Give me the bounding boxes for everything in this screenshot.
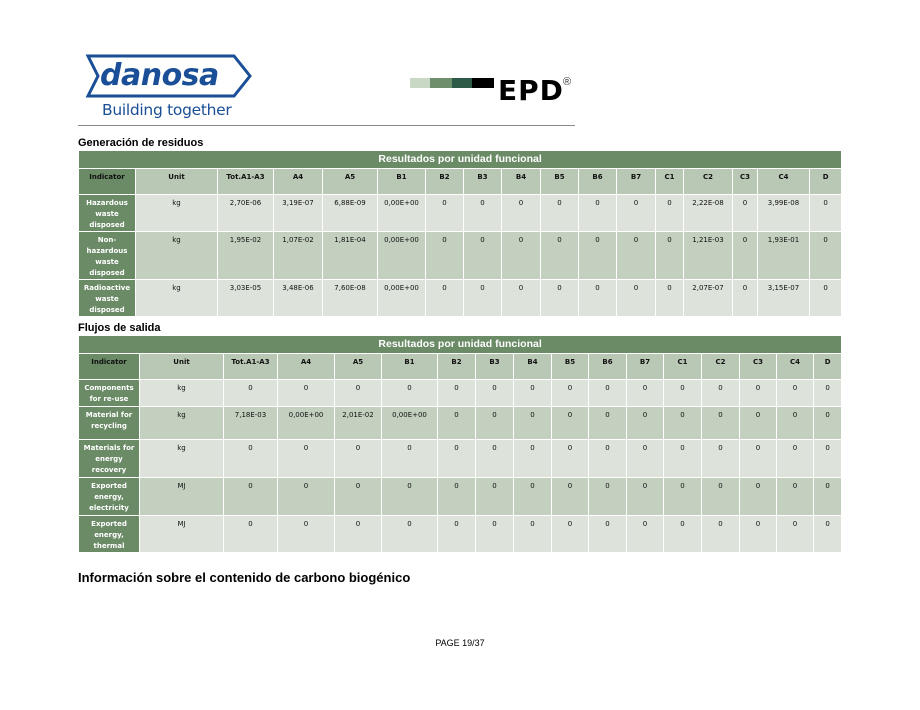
danosa-logo <box>84 52 254 122</box>
value-cell: 0 <box>733 195 758 232</box>
column-header: A4 <box>274 169 323 195</box>
column-header: Tot.A1-A3 <box>224 354 278 380</box>
value-cell: 3,19E-07 <box>274 195 323 232</box>
value-cell: 3,99E-08 <box>758 195 810 232</box>
indicator-cell: Hazardous waste disposed <box>79 195 136 232</box>
value-cell: 0 <box>335 478 382 516</box>
value-cell: 0 <box>617 280 656 317</box>
value-cell: 0 <box>382 440 438 478</box>
indicator-cell: Exported energy, thermal <box>79 516 140 553</box>
column-header: B6 <box>579 169 617 195</box>
value-cell: 0 <box>552 516 589 553</box>
value-cell: 0 <box>740 407 777 440</box>
value-cell: 0 <box>514 407 552 440</box>
logo-wordmark: danosa <box>100 58 219 93</box>
value-cell: 0 <box>777 516 814 553</box>
value-cell: 0 <box>740 478 777 516</box>
value-cell: 0 <box>627 380 664 407</box>
epd-text: EPD <box>498 74 564 107</box>
value-cell: 0 <box>278 478 335 516</box>
value-cell: 0 <box>438 407 476 440</box>
value-cell: 0 <box>464 232 502 280</box>
value-cell: 0 <box>664 380 702 407</box>
value-cell: 2,07E-07 <box>684 280 733 317</box>
column-header: Unit <box>140 354 224 380</box>
column-header: B4 <box>502 169 541 195</box>
indicator-cell: Radioactive waste disposed <box>79 280 136 317</box>
value-cell: 0 <box>224 440 278 478</box>
value-cell: 0 <box>656 280 684 317</box>
value-cell: 0,00E+00 <box>382 407 438 440</box>
value-cell: 0 <box>589 516 627 553</box>
table-row <box>79 516 842 553</box>
value-cell: 0 <box>224 380 278 407</box>
value-cell: 0,00E+00 <box>378 280 426 317</box>
value-cell: 0 <box>278 440 335 478</box>
value-cell: 0 <box>627 478 664 516</box>
epd-bar-3 <box>452 78 472 88</box>
indicator-cell: Exported energy, electricity <box>79 478 140 516</box>
value-cell: 1,07E-02 <box>274 232 323 280</box>
value-cell: 0 <box>664 516 702 553</box>
table-row <box>79 280 842 317</box>
value-cell: 0 <box>627 440 664 478</box>
value-cell: 0 <box>382 478 438 516</box>
value-cell: 0 <box>589 380 627 407</box>
value-cell: 0 <box>382 380 438 407</box>
table-header-row <box>79 169 842 195</box>
value-cell: 0 <box>617 232 656 280</box>
unit-cell: kg <box>136 195 218 232</box>
value-cell: 0 <box>464 280 502 317</box>
value-cell: 0 <box>476 478 514 516</box>
value-cell: 0 <box>426 280 464 317</box>
column-header: C4 <box>758 169 810 195</box>
value-cell: 0 <box>464 195 502 232</box>
unit-cell: kg <box>140 380 224 407</box>
column-header: D <box>814 354 842 380</box>
value-cell: 0 <box>814 478 842 516</box>
value-cell: 0 <box>278 516 335 553</box>
column-header: C1 <box>664 354 702 380</box>
value-cell: 0 <box>740 440 777 478</box>
value-cell: 0 <box>702 516 740 553</box>
column-header: C3 <box>740 354 777 380</box>
value-cell: 0 <box>476 380 514 407</box>
value-cell: 3,48E-06 <box>274 280 323 317</box>
value-cell: 0 <box>438 380 476 407</box>
column-header: B6 <box>589 354 627 380</box>
epd-bar-2 <box>430 78 452 88</box>
value-cell: 0 <box>617 195 656 232</box>
indicator-cell: Non-hazardous waste disposed <box>79 232 136 280</box>
value-cell: 0 <box>777 407 814 440</box>
column-header: B5 <box>552 354 589 380</box>
column-header: A5 <box>335 354 382 380</box>
column-header: B4 <box>514 354 552 380</box>
value-cell: 0 <box>541 195 579 232</box>
table-banner: Resultados por unidad funcional <box>79 336 842 354</box>
column-header: A4 <box>278 354 335 380</box>
column-header: B3 <box>476 354 514 380</box>
table-row <box>79 195 842 232</box>
value-cell: 0 <box>224 516 278 553</box>
value-cell: 0 <box>627 516 664 553</box>
value-cell: 0 <box>777 478 814 516</box>
value-cell: 0 <box>438 440 476 478</box>
value-cell: 0 <box>476 407 514 440</box>
value-cell: 0 <box>777 440 814 478</box>
value-cell: 7,18E-03 <box>224 407 278 440</box>
value-cell: 0 <box>514 380 552 407</box>
value-cell: 0 <box>579 232 617 280</box>
value-cell: 0 <box>814 407 842 440</box>
epd-logo <box>410 72 580 108</box>
value-cell: 0 <box>278 380 335 407</box>
page-number: PAGE 19/37 <box>435 638 485 648</box>
section-title-residuos: Generación de residuos <box>78 137 204 149</box>
value-cell: 0 <box>810 280 842 317</box>
unit-cell: MJ <box>140 516 224 553</box>
value-cell: 0 <box>502 232 541 280</box>
value-cell: 0 <box>438 478 476 516</box>
column-header: B7 <box>617 169 656 195</box>
column-header: B5 <box>541 169 579 195</box>
value-cell: 0,00E+00 <box>378 195 426 232</box>
table-row <box>79 380 842 407</box>
value-cell: 0 <box>702 440 740 478</box>
value-cell: 0 <box>476 440 514 478</box>
value-cell: 0 <box>426 195 464 232</box>
value-cell: 0 <box>733 232 758 280</box>
unit-cell: kg <box>136 232 218 280</box>
value-cell: 0 <box>382 516 438 553</box>
value-cell: 1,21E-03 <box>684 232 733 280</box>
value-cell: 0 <box>664 407 702 440</box>
value-cell: 0 <box>702 380 740 407</box>
table-banner: Resultados por unidad funcional <box>79 151 842 169</box>
section-title-carbono: Información sobre el contenido de carbono biogénico <box>78 570 411 585</box>
value-cell: 0 <box>552 380 589 407</box>
value-cell: 1,93E-01 <box>758 232 810 280</box>
column-header: Indicator <box>79 354 140 380</box>
unit-cell: MJ <box>140 478 224 516</box>
value-cell: 1,81E-04 <box>323 232 378 280</box>
value-cell: 3,03E-05 <box>218 280 274 317</box>
value-cell: 0 <box>224 478 278 516</box>
value-cell: 0 <box>814 516 842 553</box>
value-cell: 0 <box>740 516 777 553</box>
value-cell: 0 <box>656 232 684 280</box>
value-cell: 0 <box>426 232 464 280</box>
value-cell: 0 <box>810 195 842 232</box>
value-cell: 0 <box>814 380 842 407</box>
column-header: B1 <box>382 354 438 380</box>
column-header: Indicator <box>79 169 136 195</box>
column-header: B3 <box>464 169 502 195</box>
value-cell: 0 <box>502 195 541 232</box>
value-cell: 2,22E-08 <box>684 195 733 232</box>
value-cell: 0 <box>438 516 476 553</box>
value-cell: 0 <box>814 440 842 478</box>
table-header-row <box>79 354 842 380</box>
value-cell: 0 <box>656 195 684 232</box>
column-header: B2 <box>426 169 464 195</box>
value-cell: 7,60E-08 <box>323 280 378 317</box>
value-cell: 0 <box>335 380 382 407</box>
value-cell: 0 <box>777 380 814 407</box>
value-cell: 6,88E-09 <box>323 195 378 232</box>
table-row <box>79 232 842 280</box>
header-rule <box>78 125 575 126</box>
value-cell: 0 <box>514 516 552 553</box>
value-cell: 0 <box>740 380 777 407</box>
flujos-table <box>78 335 842 553</box>
table-row <box>79 478 842 516</box>
column-header: C2 <box>702 354 740 380</box>
value-cell: 0 <box>810 232 842 280</box>
indicator-cell: Material for recycling <box>79 407 140 440</box>
column-header: D <box>810 169 842 195</box>
column-header: Unit <box>136 169 218 195</box>
value-cell: 0 <box>733 280 758 317</box>
column-header: C3 <box>733 169 758 195</box>
value-cell: 3,15E-07 <box>758 280 810 317</box>
logo-tagline: Building together <box>102 101 232 119</box>
value-cell: 0,00E+00 <box>378 232 426 280</box>
value-cell: 0 <box>589 478 627 516</box>
value-cell: 0 <box>552 407 589 440</box>
indicator-cell: Components for re-use <box>79 380 140 407</box>
unit-cell: kg <box>140 407 224 440</box>
column-header: Tot.A1-A3 <box>218 169 274 195</box>
value-cell: 0 <box>476 516 514 553</box>
epd-bar-1 <box>410 78 430 88</box>
column-header: B2 <box>438 354 476 380</box>
value-cell: 0 <box>664 478 702 516</box>
column-header: C2 <box>684 169 733 195</box>
value-cell: 0 <box>627 407 664 440</box>
value-cell: 1,95E-02 <box>218 232 274 280</box>
value-cell: 0,00E+00 <box>278 407 335 440</box>
value-cell: 2,70E-06 <box>218 195 274 232</box>
value-cell: 0 <box>579 195 617 232</box>
column-header: A5 <box>323 169 378 195</box>
value-cell: 0 <box>664 440 702 478</box>
epd-registered-mark: ® <box>563 76 572 88</box>
value-cell: 0 <box>702 478 740 516</box>
table-row <box>79 407 842 440</box>
column-header: B7 <box>627 354 664 380</box>
table-row <box>79 440 842 478</box>
value-cell: 0 <box>552 440 589 478</box>
unit-cell: kg <box>140 440 224 478</box>
value-cell: 2,01E-02 <box>335 407 382 440</box>
value-cell: 0 <box>335 440 382 478</box>
residuos-table <box>78 150 842 317</box>
value-cell: 0 <box>514 478 552 516</box>
column-header: B1 <box>378 169 426 195</box>
value-cell: 0 <box>702 407 740 440</box>
section-title-flujos: Flujos de salida <box>78 322 161 334</box>
value-cell: 0 <box>514 440 552 478</box>
column-header: C4 <box>777 354 814 380</box>
indicator-cell: Materials for energy recovery <box>79 440 140 478</box>
value-cell: 0 <box>502 280 541 317</box>
value-cell: 0 <box>579 280 617 317</box>
unit-cell: kg <box>136 280 218 317</box>
value-cell: 0 <box>335 516 382 553</box>
value-cell: 0 <box>541 232 579 280</box>
value-cell: 0 <box>589 407 627 440</box>
value-cell: 0 <box>552 478 589 516</box>
value-cell: 0 <box>589 440 627 478</box>
value-cell: 0 <box>541 280 579 317</box>
epd-bar-4 <box>472 78 494 88</box>
column-header: C1 <box>656 169 684 195</box>
